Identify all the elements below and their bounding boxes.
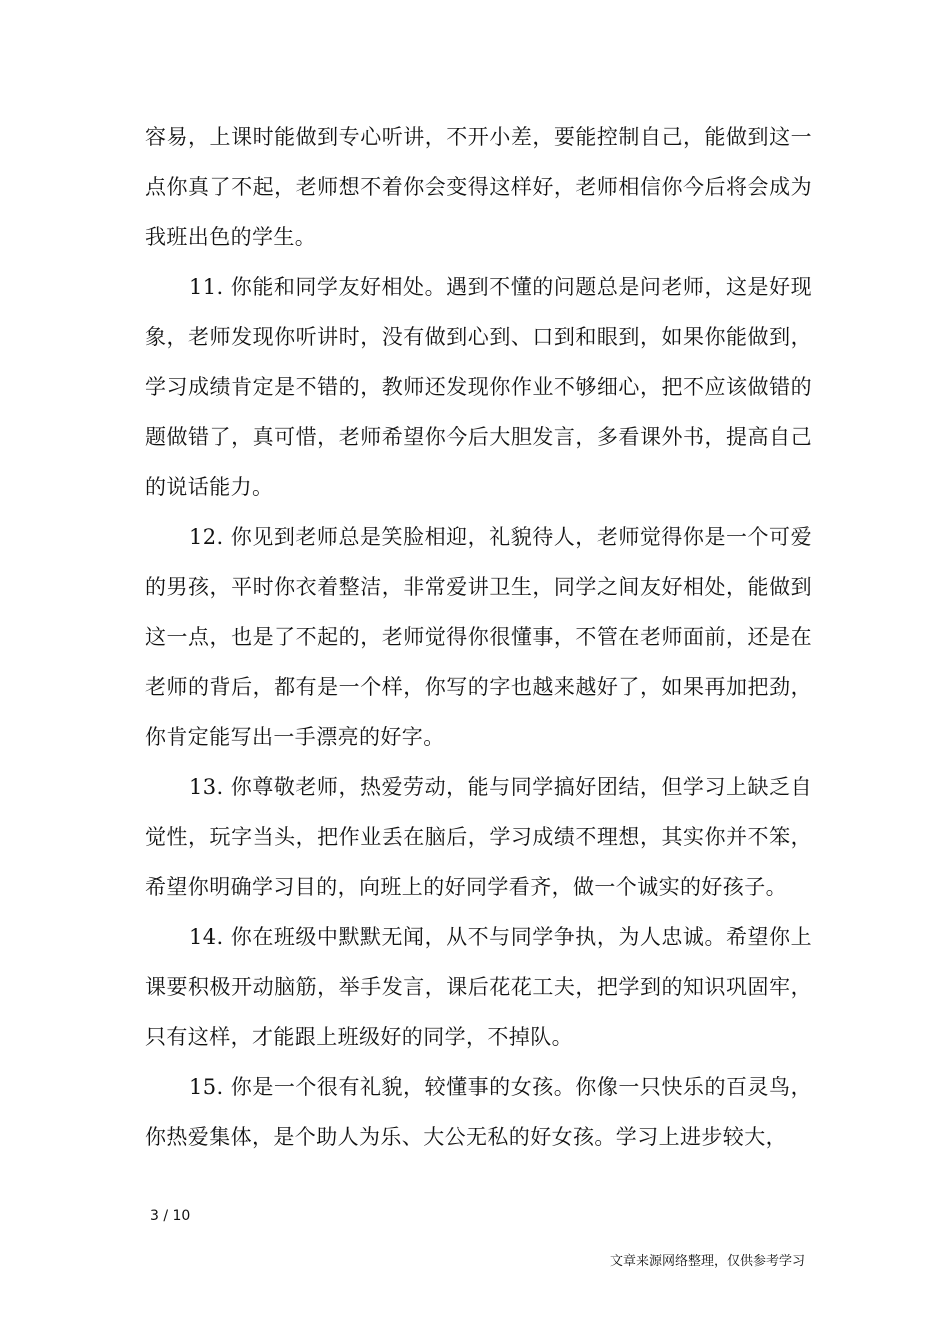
paragraph-item-14: 14. 你在班级中默默无闻，从不与同学争执，为人忠诚。希望你上课要积极开动脑筋，举手发言，课后花花工夫，把学到的知识巩固牢，只有这样，才能跟上班级好的同学，不掉队。 <box>145 925 812 1049</box>
paragraph-item-15: 15. 你是一个很有礼貌，较懂事的女孩。你像一只快乐的百灵鸟，你热爱集体，是个助人为乐、大公无私的好女孩。学习上进步较大， <box>145 1075 812 1149</box>
paragraph-item-13: 13. 你尊敬老师，热爱劳动，能与同学搞好团结，但学习上缺乏自觉性，玩字当头，把作业丢在脑后，学习成绩不理想，其实你并不笨，希望你明确学习目的，向班上的好同学看齐，做一个诚实的好孩子。 <box>145 775 812 899</box>
page-number: 3 / 10 <box>150 1208 191 1224</box>
paragraph-item-12: 12. 你见到老师总是笑脸相迎，礼貌待人，老师觉得你是一个可爱的男孩，平时你衣着整洁，非常爱讲卫生，同学之间友好相处，能做到这一点，也是了不起的，老师觉得你很懂事，不管在老师面前，还是在老师的背后，都有是一个样，你写的字也越来越好了，如果再加把劲，你肯定能写出一手漂亮的好字。 <box>145 525 812 749</box>
paragraph-item-11: 11. 你能和同学友好相处。遇到不懂的问题总是问老师，这是好现象，老师发现你听讲时，没有做到心到、口到和眼到，如果你能做到，学习成绩肯定是不错的，教师还发现你作业不够细心，把不应该做错的题做错了，真可惜，老师希望你今后大胆发言，多看课外书，提高自己的说话能力。 <box>145 275 812 499</box>
footer-source-note: 文章来源网络整理，仅供参考学习 <box>609 1254 805 1269</box>
document-body <box>145 112 812 1162</box>
paragraph-continuation: 容易，上课时能做到专心听讲，不开小差，要能控制自己，能做到这一点你真了不起，老师想不着你会变得这样好，老师相信你今后将会成为我班出色的学生。 <box>145 125 812 249</box>
